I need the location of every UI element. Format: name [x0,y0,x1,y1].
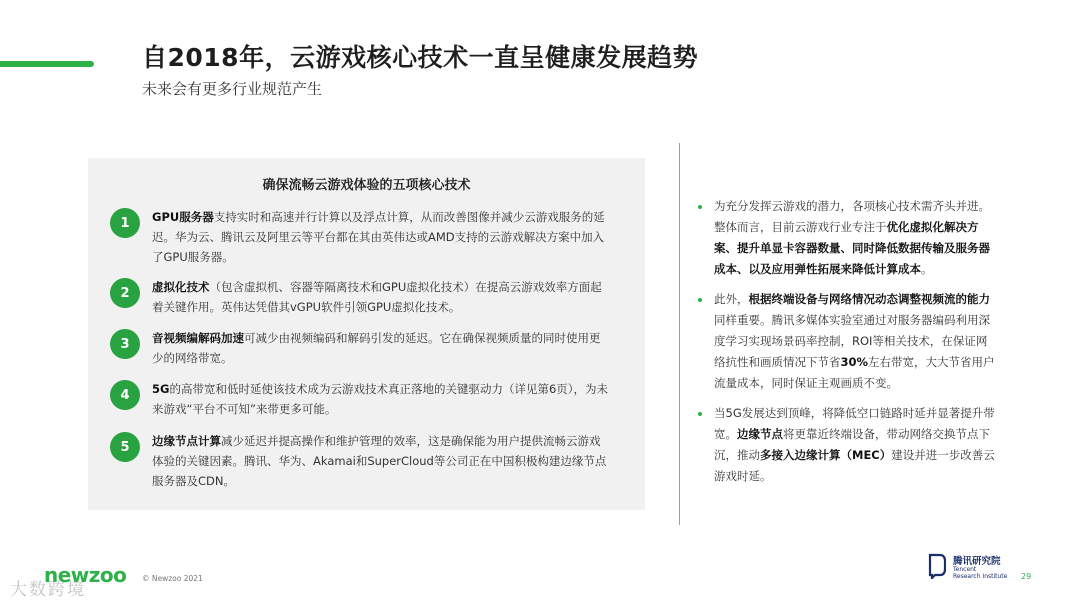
insight-bullet-1 [698,196,998,280]
tech-desc: 的高带宽和低时延使该技术成为云游戏技术真正落地的关键驱动力（详见第6页），为未来游戏“平台不可知”来带更多可能。 [152,382,609,416]
panel-title: 确保流畅云游戏体验的五项核心技术 [262,178,471,193]
tech-name: 5G [152,382,170,396]
bullet-text: 当5G发展达到顶峰，将降低空口链路时延并显著提升带宽。 [714,406,995,441]
insight-bullet-3 [698,403,998,487]
tech-text [152,379,610,419]
page-number: 29 [1021,572,1032,581]
tencent-research-name: 腾讯研究院 [953,556,1001,567]
bullet-dot-icon [698,298,702,302]
tech-desc: 可减少由视频编码和解码引发的延迟。它在确保视频质量的同时使用更少的网络带宽。 [152,331,601,365]
bullet-emphasis: 根据终端设备与网络情况动态调整视频流的能力 [748,292,990,306]
tech-name: 虚拟化技术 [152,280,210,294]
tech-desc: 支持实时和高速并行计算以及浮点计算，从而改善图像并减少云游戏服务的延迟。华为云、腾讯云及阿里云等平台都在其由英伟达或AMD支持的云游戏解决方案中加入了GPU服务器。 [152,210,605,264]
bullet-text: 左右带宽，大大节省用户流量成本，同时保证主观画质不变。 [714,355,995,390]
tech-desc: （包含虚拟机、容器等隔离技术和GPU虚拟化技术）在提高云游戏效率方面起着关键作用。英伟达凭借其vGPU软件引领GPU虚拟化技术。 [152,280,602,314]
number-badge: 4 [110,380,140,410]
number-badge: 1 [110,208,140,238]
bullet-emphasis: 多接入边缘计算（MEC） [760,448,892,462]
copyright-text: © Newzoo 2021 [142,574,203,583]
watermark: 大数跨境 [10,580,86,600]
bullet-dot-icon [698,205,702,209]
vertical-divider [679,143,680,525]
tencent-research-logo-icon [928,553,946,579]
number-badge: 3 [110,329,140,359]
tech-name: GPU服务器 [152,210,214,224]
bullet-emphasis: 优化虚拟化解决方案、提升单显卡容器数量、同时降低数据传输及服务器成本、以及应用弹性拓展来降低计算成本 [714,220,990,276]
tech-text [152,277,610,317]
tencent-research-english [953,566,1007,580]
accent-bar [0,61,94,67]
tech-desc: 减少延迟并提高操作和维护管理的效率，这是确保能为用户提供流畅云游戏体验的关键因素。腾讯、华为、Akamai和SuperCloud等公司正在中国积极构建边缘节点服务器及CDN。 [152,434,607,488]
bullet-text: 为充分发挥云游戏的潜力，各项核心技术需齐头并进。整体而言，目前云游戏行业专注于 [714,199,990,234]
bullet-text: 同样重要。腾讯多媒体实验室通过对服务器编码利用深度学习实现场景码率控制，ROI等相关技术，在保证网络抗性和画质情况下节省 [714,313,990,369]
bullet-text: 将更靠近终端设备，带动网络交换节点下沉，推动 [714,427,990,462]
page-subtitle: 未来会有更多行业规范产生 [142,80,323,98]
bullet-text: 建设并进一步改善云游戏时延。 [714,448,995,483]
tencent-en-line-1: Tencent [953,566,977,573]
number-badge: 5 [110,432,140,462]
tech-text [152,207,610,267]
tencent-en-line-2: Research Institute [953,573,1008,580]
insight-bullet-2 [698,289,998,394]
page-title: 自2018年，云游戏核心技术一直呈健康发展趋势 [142,43,699,72]
bullet-emphasis: 30% [840,355,869,369]
tech-name: 音视频编解码加速 [152,331,244,345]
bullet-emphasis: 边缘节点 [737,427,783,441]
tech-text [152,328,610,368]
tech-text [152,431,610,491]
bullet-dot-icon [698,412,702,416]
insights-list [698,196,998,496]
bullet-text: 此外， [714,292,749,306]
tech-name: 边缘节点计算 [152,434,221,448]
core-tech-panel [88,158,645,510]
number-badge: 2 [110,278,140,308]
newzoo-logo: newzoo [44,563,127,587]
bullet-text: 。 [921,262,933,276]
